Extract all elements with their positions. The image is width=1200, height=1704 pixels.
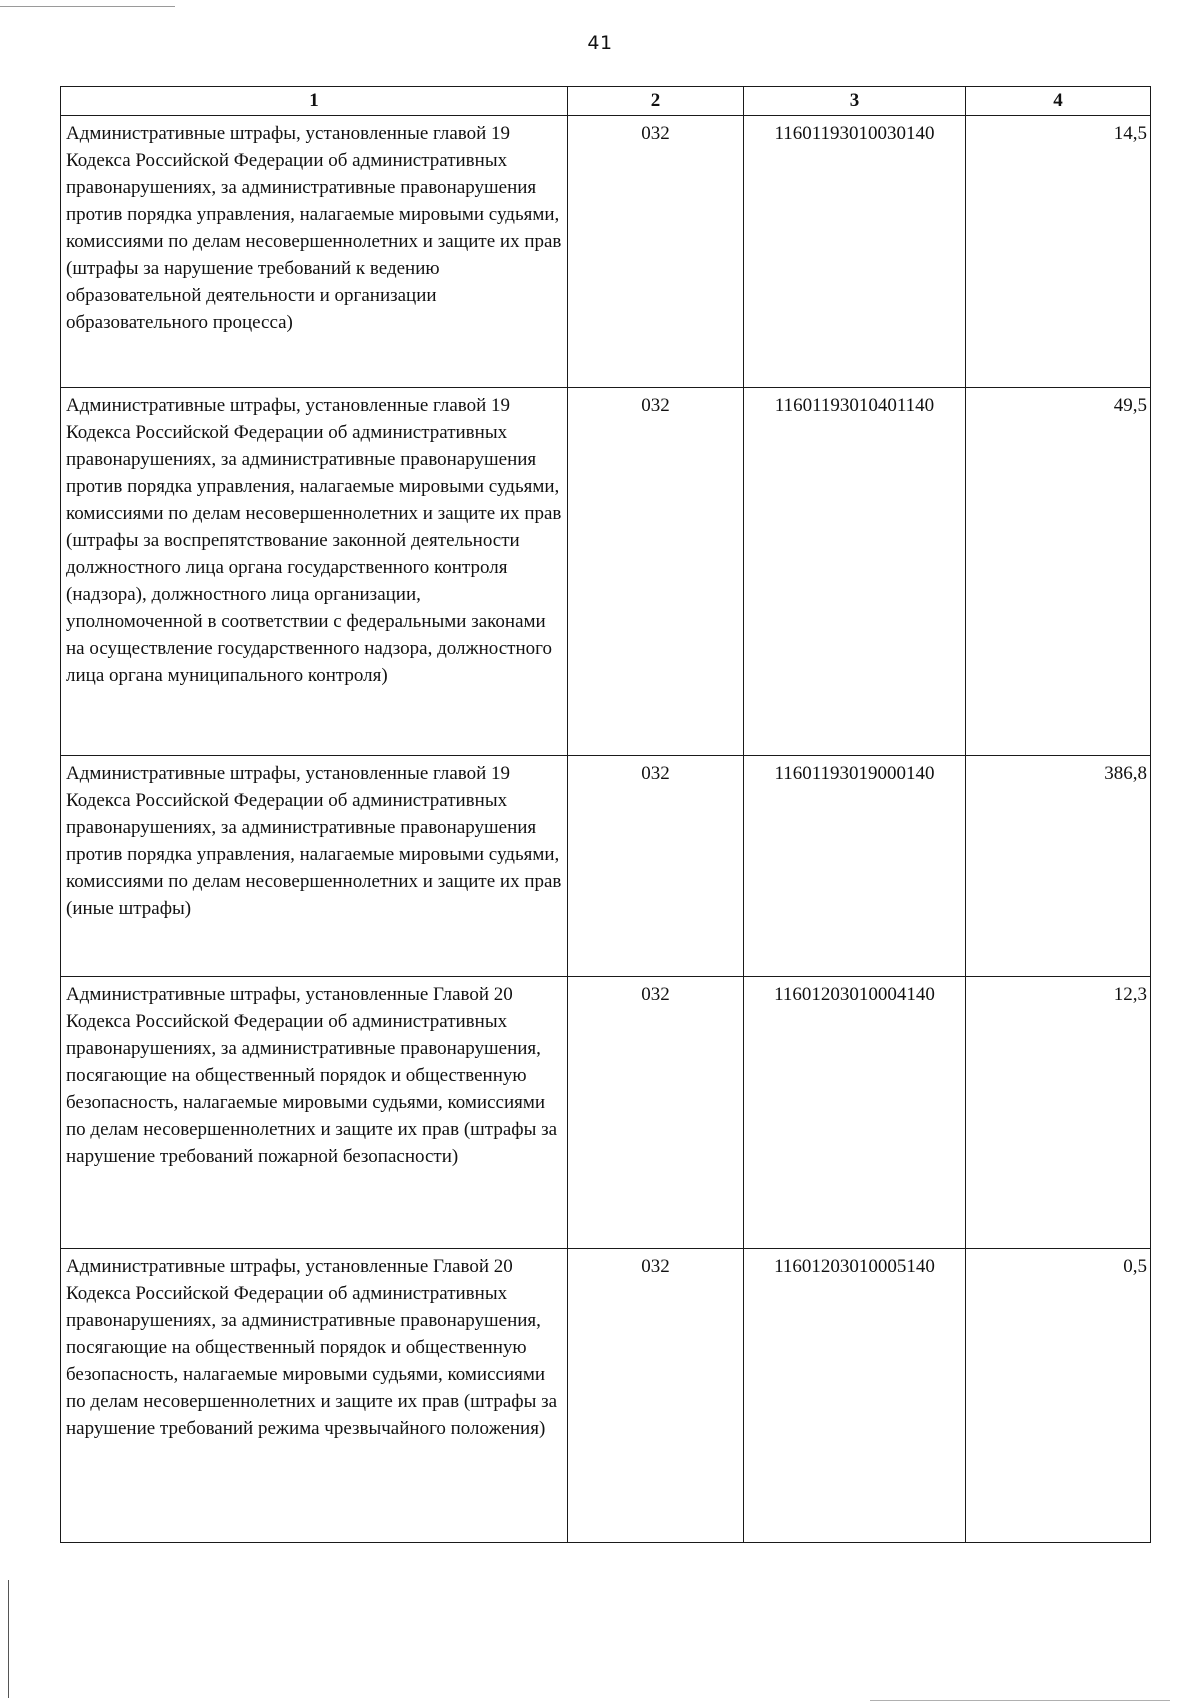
row-budget-code: 11601193019000140 — [744, 756, 966, 977]
budget-revenue-table — [60, 86, 1151, 1543]
header-col-4: 4 — [966, 87, 1151, 116]
row-description: Административные штрафы, установленные Главой 20 Кодекса Российской Федерации об административных правонарушениях, за административные правонарушения, посягающие на общественный порядок и общественную безопасность, налагаемые мировыми судьями, комиссиями по делам несовершеннолетних и защите их прав (штрафы за нарушение требований пожарной безопасности) — [61, 977, 568, 1249]
row-amount: 12,3 — [966, 977, 1151, 1249]
row-description: Административные штрафы, установленные главой 19 Кодекса Российской Федерации об административных правонарушениях, за административные правонарушения против порядка управления, налагаемые мировыми судьями, комиссиями по делам несовершеннолетних и защите их прав (штрафы за воспрепятствование законной деятельности должностного лица органа государственного контроля (надзора), должностного лица организации, уполномоченной в соответствии с федеральными законами на осуществление государственного надзора, должностного лица органа муниципального контроля) — [61, 388, 568, 756]
row-admin-code: 032 — [568, 116, 744, 388]
row-admin-code: 032 — [568, 756, 744, 977]
table-row — [61, 116, 1151, 388]
row-amount: 0,5 — [966, 1249, 1151, 1543]
header-col-3: 3 — [744, 87, 966, 116]
row-admin-code: 032 — [568, 977, 744, 1249]
row-admin-code: 032 — [568, 388, 744, 756]
row-admin-code: 032 — [568, 1249, 744, 1543]
scan-top-rule — [0, 6, 175, 7]
header-col-2: 2 — [568, 87, 744, 116]
header-col-1: 1 — [61, 87, 568, 116]
row-description: Административные штрафы, установленные главой 19 Кодекса Российской Федерации об административных правонарушениях, за административные правонарушения против порядка управления, налагаемые мировыми судьями, комиссиями по делам несовершеннолетних и защите их прав (штрафы за нарушение требований к ведению образовательной деятельности и организации образовательного процесса) — [61, 116, 568, 388]
row-budget-code: 11601203010005140 — [744, 1249, 966, 1543]
row-amount: 14,5 — [966, 116, 1151, 388]
row-description: Административные штрафы, установленные Главой 20 Кодекса Российской Федерации об административных правонарушениях, за административные правонарушения, посягающие на общественный порядок и общественную безопасность, налагаемые мировыми судьями, комиссиями по делам несовершеннолетних и защите их прав (штрафы за нарушение требований режима чрезвычайного положения) — [61, 1249, 568, 1543]
row-budget-code: 11601193010030140 — [744, 116, 966, 388]
table-row — [61, 977, 1151, 1249]
scan-bottom-rule — [870, 1700, 1170, 1701]
table-header-row — [61, 87, 1151, 116]
row-description: Административные штрафы, установленные главой 19 Кодекса Российской Федерации об административных правонарушениях, за административные правонарушения против порядка управления, налагаемые мировыми судьями, комиссиями по делам несовершеннолетних и защите их прав (иные штрафы) — [61, 756, 568, 977]
table-row — [61, 1249, 1151, 1543]
row-amount: 386,8 — [966, 756, 1151, 977]
row-budget-code: 11601193010401140 — [744, 388, 966, 756]
page-number: 41 — [587, 32, 613, 54]
scan-margin-mark — [8, 1580, 9, 1698]
table-row — [61, 388, 1151, 756]
table-row — [61, 756, 1151, 977]
row-amount: 49,5 — [966, 388, 1151, 756]
row-budget-code: 11601203010004140 — [744, 977, 966, 1249]
